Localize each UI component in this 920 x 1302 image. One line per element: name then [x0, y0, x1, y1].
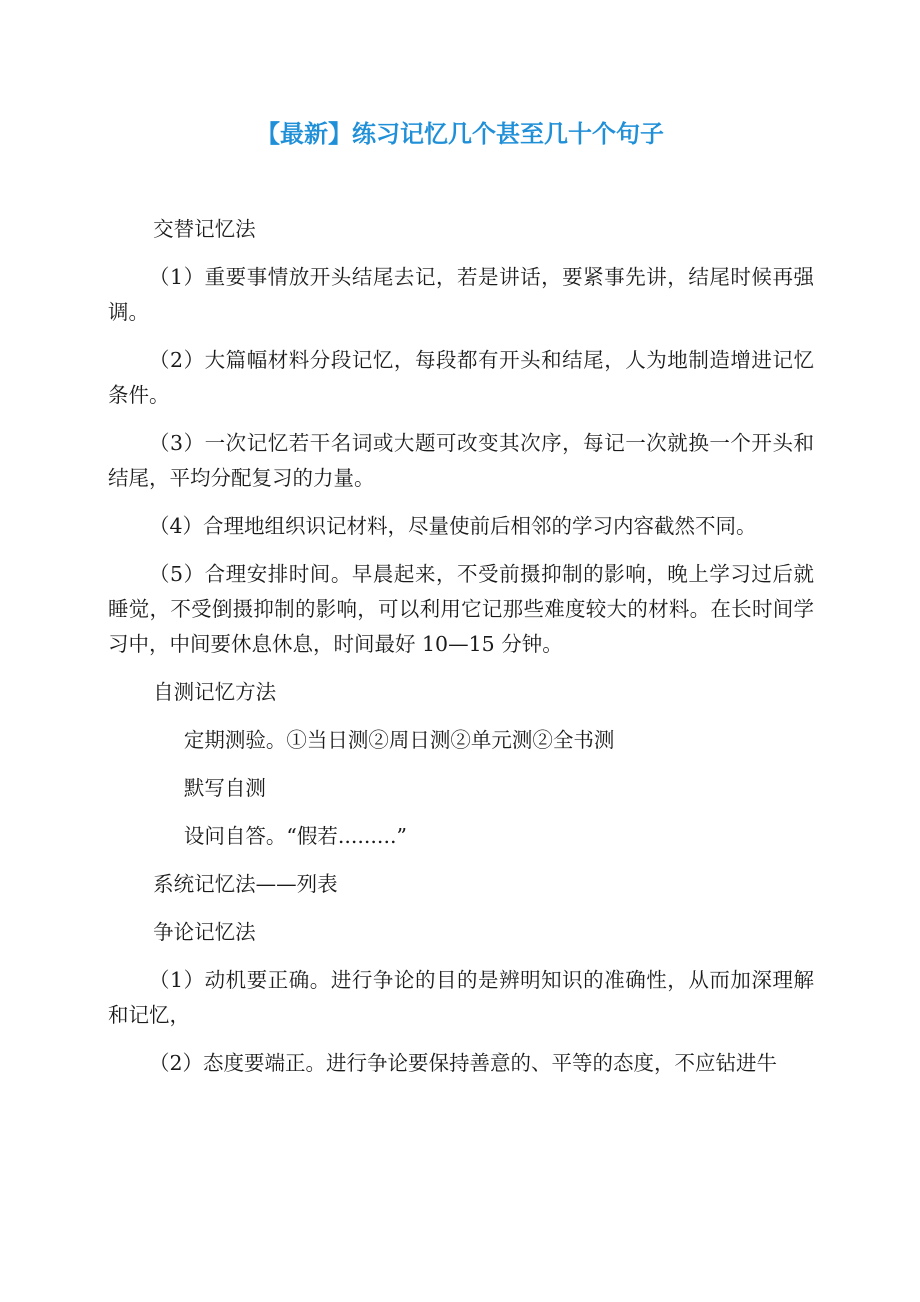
section-heading-alternating-memory: 交替记忆法 [153, 217, 256, 241]
paragraph-item-4: （4）合理地组织识记材料，尽量使前后相邻的学习内容截然不同。 [149, 514, 757, 538]
document-title: 【最新】练习记忆几个甚至几十个句子 [256, 119, 664, 148]
paragraph-item-1: （1）重要事情放开头结尾去记，若是讲话，要紧事先讲，结尾时候再强调。 [108, 265, 814, 324]
document-body [108, 212, 814, 1094]
paragraph-debate-item-1: （1）动机要正确。进行争论的目的是辨明知识的准确性，从而加深理解和记忆， [108, 968, 814, 1027]
paragraph-regular-tests: 定期测验。①当日测②周日测②单元测②全书测 [183, 728, 615, 752]
paragraph-question-answer: 设问自答。“假若.........” [183, 824, 407, 848]
paragraph-dictation-self-test: 默写自测 [183, 776, 266, 800]
paragraph-item-5: （5）合理安排时间。早晨起来，不受前摄抑制的影响，晚上学习过后就睡觉，不受倒摄抑制的影响，可以利用它记那些难度较大的材料。在长时间学习中，中间要休息休息，时间最好 10—15 分钟。 [108, 562, 814, 656]
paragraph-item-2: （2）大篇幅材料分段记忆，每段都有开头和结尾，人为地制造增进记忆条件。 [108, 348, 814, 407]
section-heading-debate-memory: 争论记忆法 [153, 920, 256, 944]
paragraph-debate-item-2: （2）态度要端正。进行争论要保持善意的、平等的态度，不应钻进牛 [149, 1051, 778, 1075]
section-heading-system-memory: 系统记忆法——列表 [153, 872, 338, 896]
section-heading-self-test: 自测记忆方法 [153, 680, 277, 704]
paragraph-item-3: （3）一次记忆若干名词或大题可改变其次序，每记一次就换一个开头和结尾，平均分配复习的力量。 [108, 431, 814, 490]
